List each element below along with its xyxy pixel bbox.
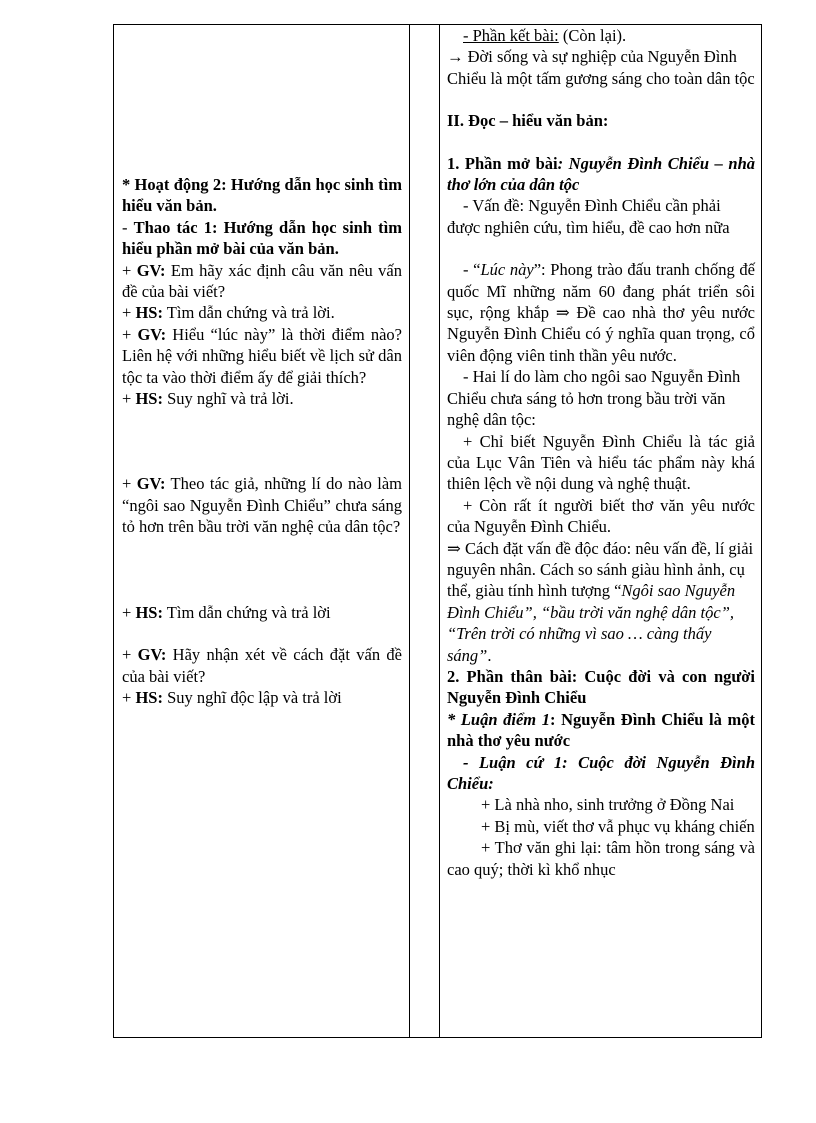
column-divider-2	[439, 25, 440, 1037]
argument-1: - Luận cứ 1: Cuộc đời Nguyễn Đình Chiểu:	[447, 752, 755, 793]
two-reasons: - Hai lí do làm cho ngôi sao Nguyễn Đình Chiểu chưa sáng tỏ hơn trong bầu trời văn nghệ dân tộc:	[447, 367, 741, 430]
lesson-table	[113, 24, 762, 1038]
activity-2-heading: * Hoạt động 2: Hướng dẫn học sinh tìm hiểu văn bản.	[122, 175, 402, 216]
thesis-1: * Luận điểm 1: Nguyễn Đình Chiểu là một nhà thơ yêu nước	[447, 709, 755, 751]
hs-answer-4: + HS: Suy nghĩ độc lập và trả lời	[122, 687, 342, 707]
hs-answer-2: + HS: Suy nghĩ và trả lời.	[122, 389, 294, 409]
task-1-heading: - Thao tác 1: Hướng dẫn học sinh tìm hiểu phần mở bài của văn bản.	[122, 217, 403, 259]
conclusion-line: - Phần kết bài: (Còn lại).	[463, 26, 627, 45]
activities-column	[122, 25, 402, 708]
hs-answer-1: + HS: Tìm dẫn chứng và trả lời.	[122, 303, 335, 323]
point-1: + Là nhà nho, sinh trưởng ở Đồng Nai	[481, 795, 735, 815]
gv-question-4: + GV: Hãy nhận xét về cách đặt vấn đề của bài viết?	[122, 645, 402, 686]
luc-nay-explanation: - “Lúc này”: Phong trào đấu tranh chống đế quốc Mĩ những năm 60 đang phát triển sôi sục, rộng khắp ⇒ Đề cao nhà thơ yêu nước Nguyễn Đình Chiểu có ý nghĩa quan trọng, cổ viên động viên tinh thần yêu nước.	[447, 260, 756, 365]
issue-statement: - Vấn đề: Nguyễn Đình Chiểu cần phải được nghiên cứu, tìm hiểu, đề cao hơn nữa	[447, 196, 730, 237]
reason-2: + Còn rất ít người biết thơ văn yêu nước của Nguyễn Đình Chiểu.	[447, 495, 755, 537]
hs-answer-3: + HS: Tìm dẫn chứng và trả lời	[122, 602, 331, 622]
column-divider-1	[409, 25, 410, 1037]
gv-question-2: + GV: Hiểu “lúc này” là thời điểm nào? Liên hệ với những hiểu biết về lịch sử dân tộc ta vào thời điểm ấy để giải thích?	[122, 324, 402, 387]
gv-question-1: + GV: Em hãy xác định câu văn nêu vấn đề của bài viết?	[122, 260, 402, 302]
gv-question-3: + GV: Theo tác giả, những lí do nào làm “ngôi sao Nguyễn Đình Chiểu” chưa sáng tỏ hơn trên bầu trời văn nghệ của dân tộc?	[122, 474, 402, 537]
intro-heading: 1. Phần mở bài: Nguyễn Đình Chiểu – nhà thơ lớn của dân tộc	[447, 153, 755, 195]
content-column	[447, 25, 755, 880]
approach-comment: ⇒ Cách đặt vấn đề độc đáo: nêu vấn đề, lí giải nguyên nhân. Cách so sánh giàu hình ảnh, cụ thể, giàu tính hình tượng “Ngôi sao Nguyễn Đình Chiểu”, “bầu trời văn nghệ dân tộc”, “Trên trời có những vì sao … càng thấy sáng”.	[447, 538, 754, 665]
body-heading: 2. Phần thân bài: Cuộc đời và con người Nguyễn Đình Chiểu	[447, 666, 755, 708]
arrow-right-icon: →	[447, 47, 464, 67]
conclusion-summary: → Đời sống và sự nghiệp của Nguyễn Đình Chiểu là một tấm gương sáng cho toàn dân tộc	[447, 47, 755, 88]
reason-1: + Chỉ biết Nguyễn Đình Chiểu là tác giả của Lục Vân Tiên và hiểu tác phẩm này khá thiên lệch về nội dung và nghệ thuật.	[447, 431, 755, 494]
point-2: + Bị mù, viết thơ vẫ phục vụ kháng chiến	[481, 816, 755, 836]
section-2-heading: II. Đọc – hiểu văn bản:	[447, 111, 609, 131]
point-3: + Thơ văn ghi lại: tâm hồn trong sáng và cao quý; thời kì khổ nhục	[447, 838, 755, 879]
